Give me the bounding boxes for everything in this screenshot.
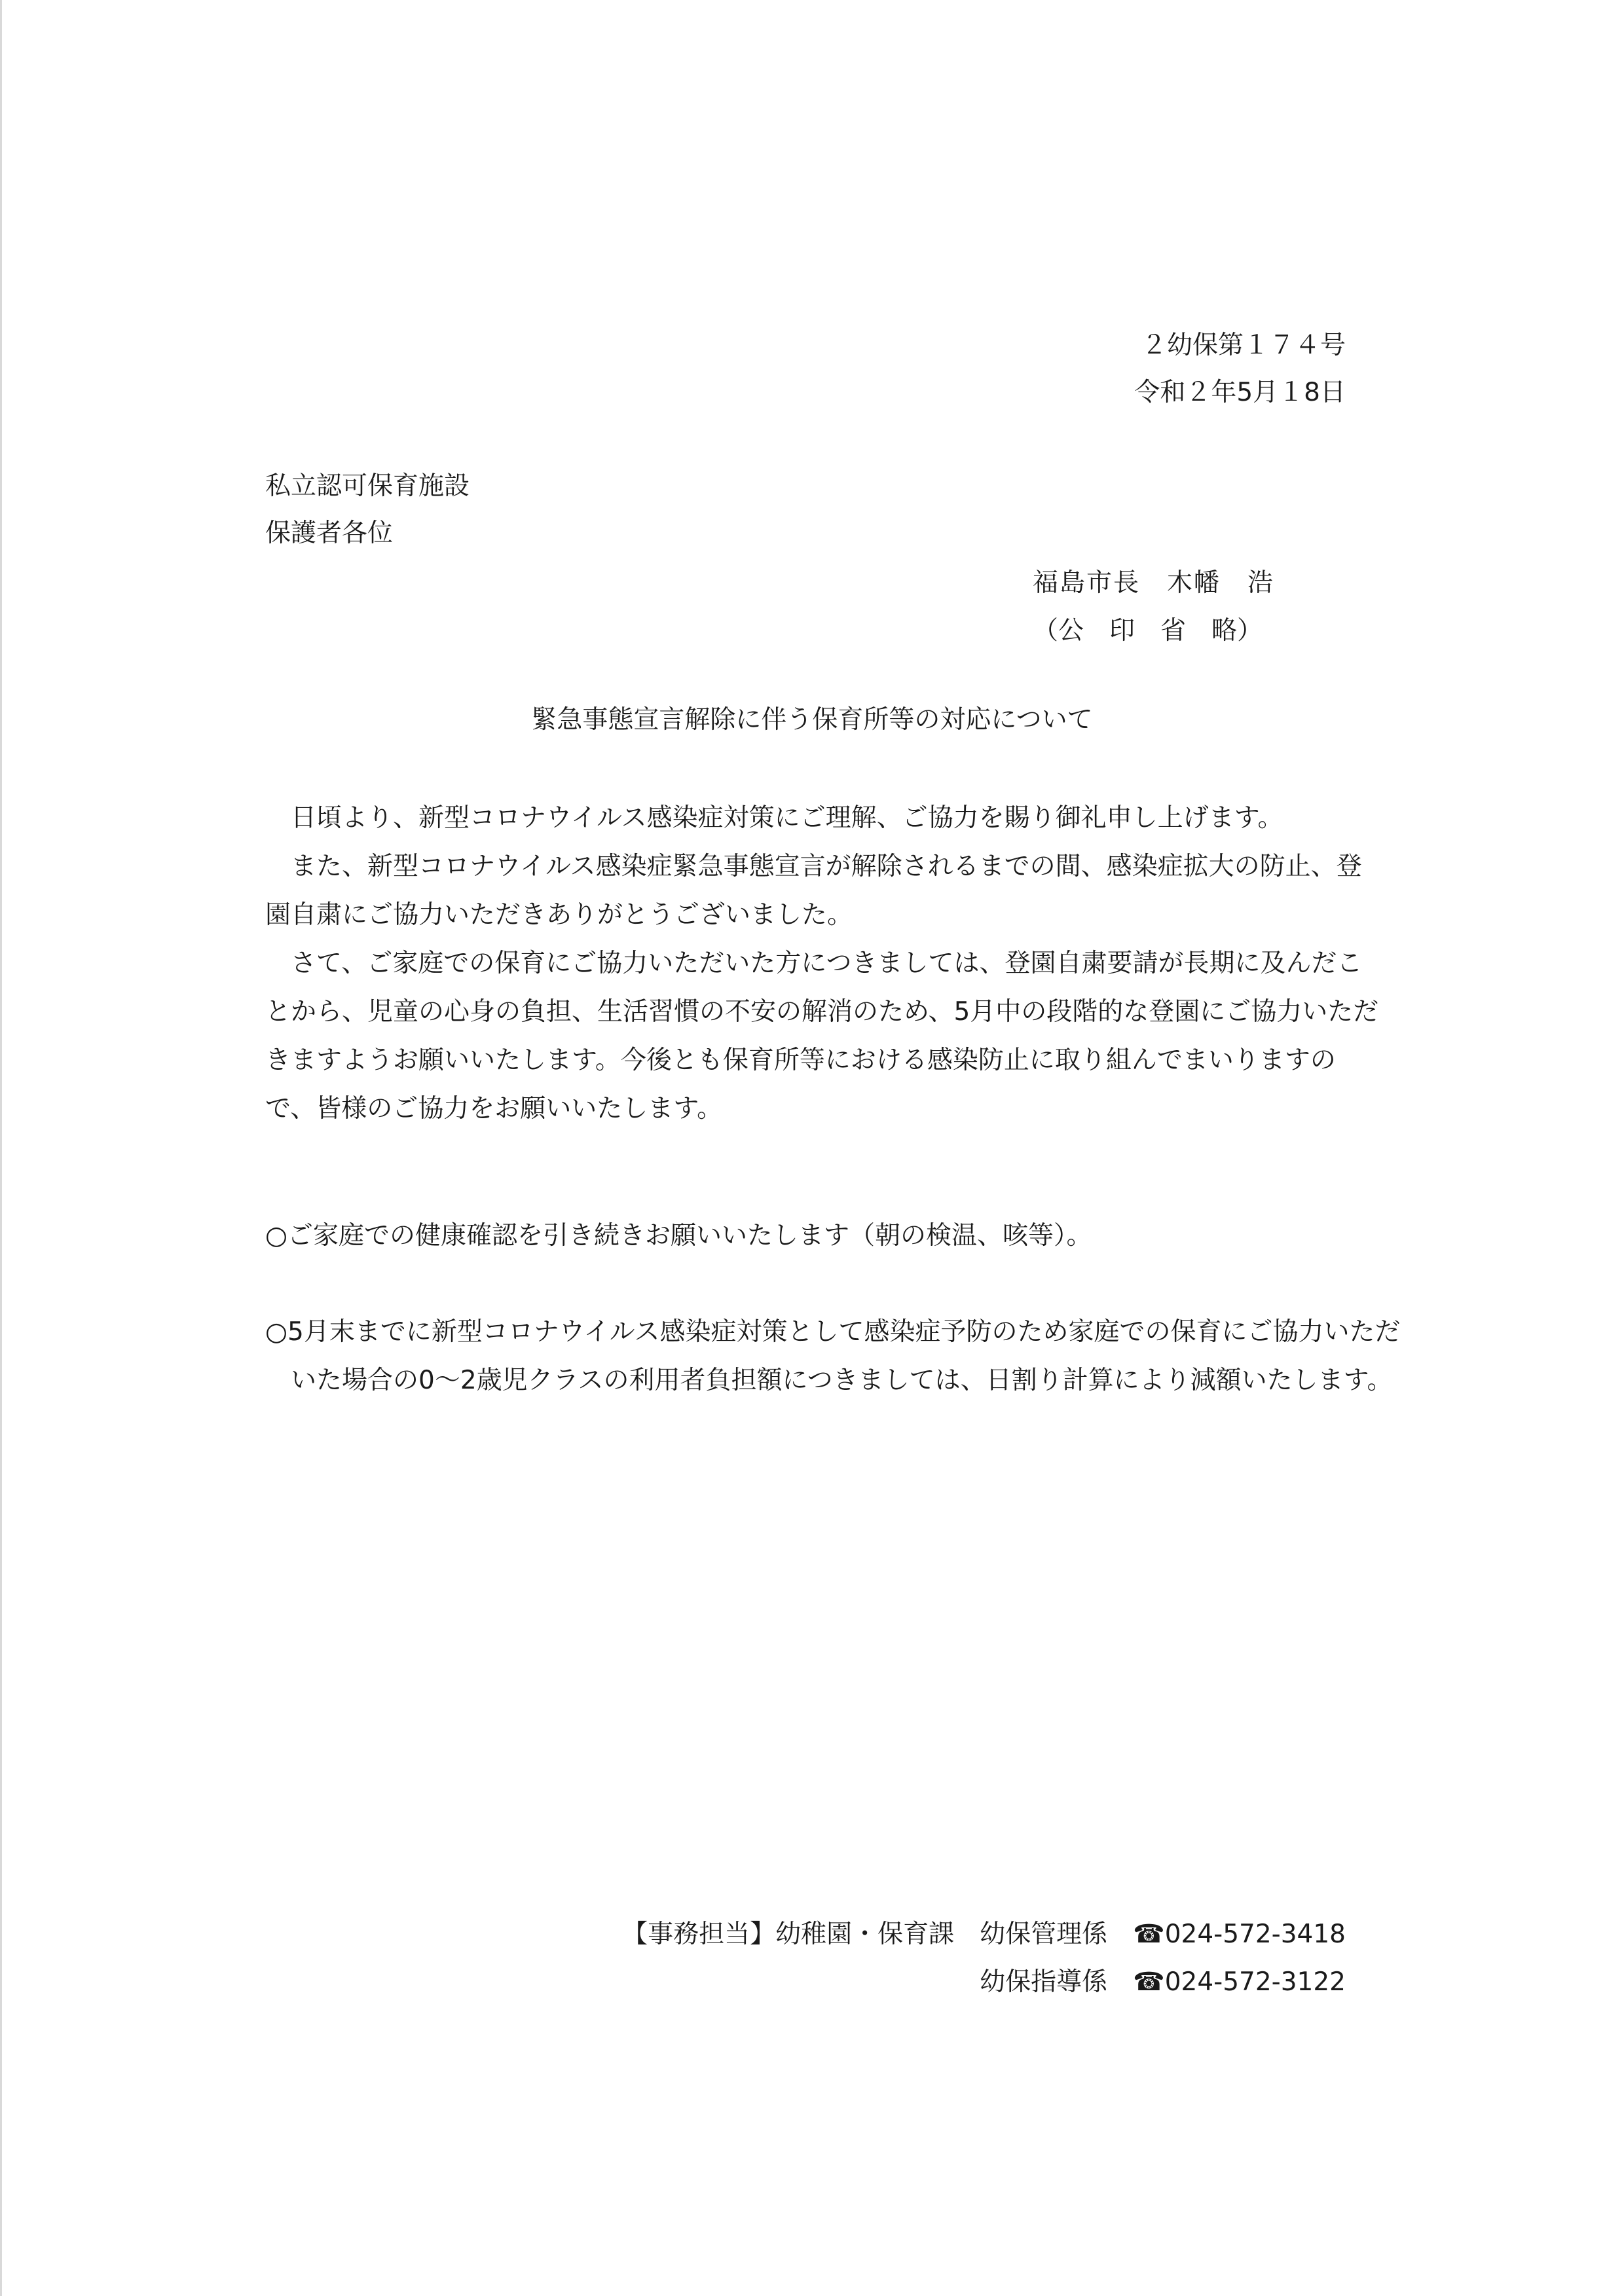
scan-edge-line <box>0 0 2 2296</box>
body-paragraph-2: また、新型コロナウイルス感染症緊急事態宣言が解除されるまでの間、感染症拡大の防止、登園自粛にご協力いただきありがとうございました。 <box>265 852 1362 930</box>
sender-name: 福島市長 木幡 浩 <box>1033 568 1275 598</box>
contact-dept-1: 【事務担当】幼稚園・保育課 幼保管理係 <box>622 1920 1134 1949</box>
document-date: 令和２年5月１8日 <box>1134 378 1346 407</box>
phone-icon: ☎ <box>1133 1920 1165 1949</box>
body-paragraph-1: 日頃より、新型コロナウイルス感染症対策にご理解、ご協力を賜り御礼申し上げます。 <box>291 803 1283 833</box>
contact-phone-2: 024-572-3122 <box>1164 1967 1346 1997</box>
phone-icon: ☎ <box>1133 1967 1165 1997</box>
contact-dept-2: 幼保指導係 <box>980 1967 1134 1997</box>
note-item-1: ○ご家庭での健康確認を引き続きお願いいたします（朝の検温、咳等）。 <box>265 1221 1092 1250</box>
recipient-line-1: 私立認可保育施設 <box>265 471 470 501</box>
recipient-line-2: 保護者各位 <box>265 519 394 548</box>
document-subject: 緊急事態宣言解除に伴う保育所等の対応について <box>531 705 1093 735</box>
note-item-2: ○5月末までに新型コロナウイルス感染症対策として感染症予防のため家庭での保育にご協力いただいた場合の0～2歳児クラスの利用者負担額につきましては、日割り計算により減額いたします。 <box>265 1317 1401 1395</box>
body-text <box>265 794 1385 1133</box>
body-paragraph-3: さて、ご家庭での保育にご協力いただいた方につきましては、登園自粛要請が長期に及んだことから、児童の心身の負担、生活習慣の不安の解消のため、5月中の段階的な登園にご協力いただきますようお願いいたします。今後とも保育所等における感染防止に取り組んでまいりますので、皆様のご協力をお願いいたします。 <box>265 949 1379 1123</box>
contact-phone-1: 024-572-3418 <box>1164 1920 1346 1949</box>
document-number: ２幼保第１７４号 <box>1141 331 1346 360</box>
contact-line-1 <box>622 1922 1346 1947</box>
contact-line-2 <box>980 1969 1346 1995</box>
seal-note: （公 印 省 略） <box>1033 616 1263 646</box>
